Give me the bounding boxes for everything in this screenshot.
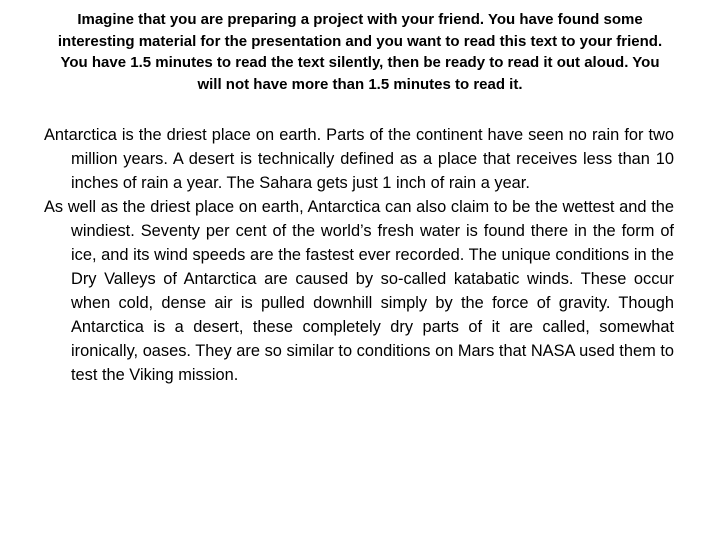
passage-paragraph-1: Antarctica is the driest place on earth. Parts of the continent have seen no rain for two million years. A desert is technically defined as a place that receives less than 10 inches of rain a year. The Sahara gets just 1 inch of rain a year. <box>44 126 674 192</box>
task-instructions <box>50 9 670 95</box>
reading-passage <box>44 123 674 387</box>
passage-paragraph-2: As well as the driest place on earth, Antarctica can also claim to be the wettest and the windiest. Seventy per cent of the world’s fresh water is found there in the form of ice, and its wind speeds are the fastest ever recorded. The unique conditions in the Dry Valleys of Antarctica are caused by so-called katabatic winds. These occur when cold, dense air is pulled downhill simply by the force of gravity. Though Antarctica is a desert, these completely dry parts of it are called, somewhat ironically, oases. They are so similar to conditions on Mars that NASA used them to test the Viking mission. <box>44 198 674 384</box>
instructions-text: Imagine that you are preparing a project with your friend. You have found some interesting material for the presentation and you want to read this text to your friend. You have 1.5 minutes to read the text silently, then be ready to read it out aloud. You will not have more than 1.5 minutes to read it. <box>57 11 663 93</box>
